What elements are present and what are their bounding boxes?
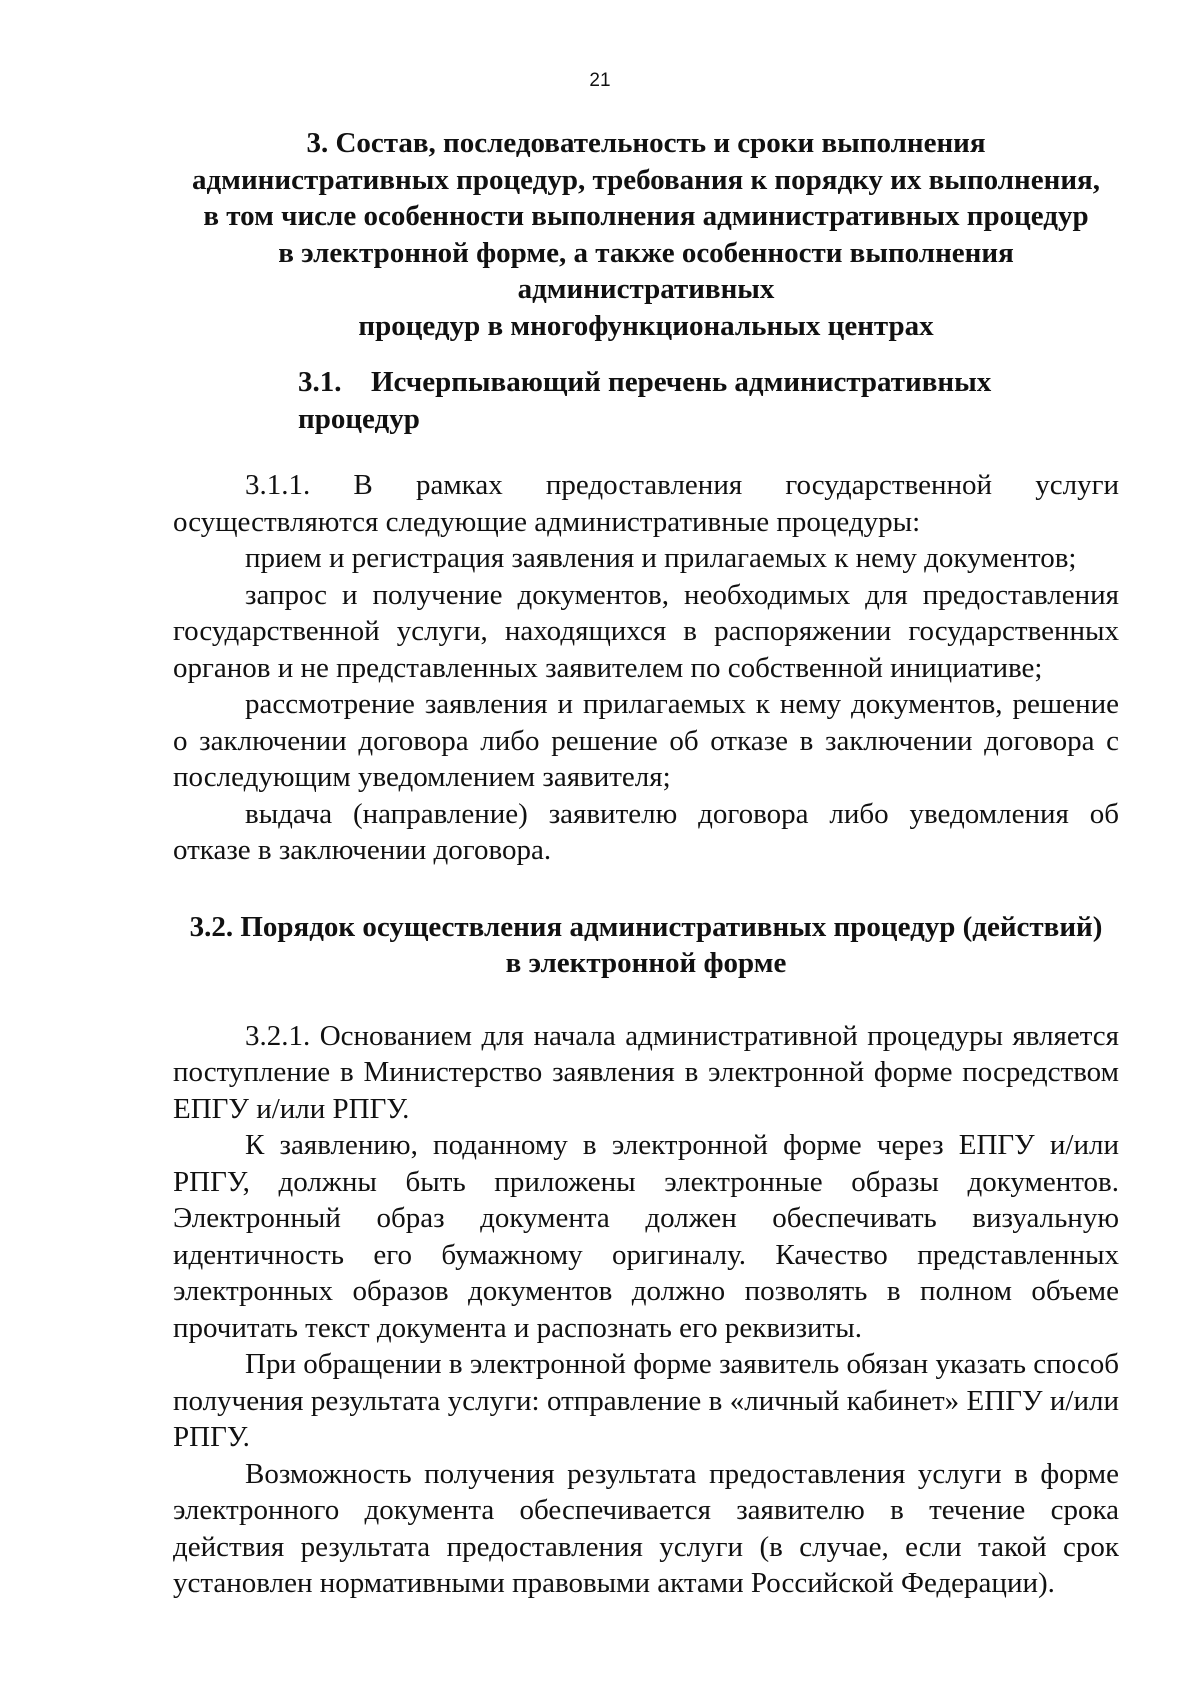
list-item-procedure: рассмотрение заявления и прилагаемых к нему документов, решение о заключении договора либо решение об отказе в заключении договора с последующим уведомлением заявителя; <box>173 688 1119 793</box>
spacer <box>173 869 1119 909</box>
paragraph-3-2-1: 3.2.1. Основанием для начала административной процедуры является поступление в Министерство заявления в электронной форме посредством ЕПГУ и/или РПГУ. <box>173 1019 1119 1125</box>
section-3-1-number: 3.1. <box>298 366 342 398</box>
page-number: 21 <box>589 70 611 91</box>
section-3-title-line: процедур в многофункциональных центрах <box>358 309 934 342</box>
section-3-2-title-line: в электронной форме <box>505 947 787 979</box>
section-3-1-title-text: Исчерпывающий перечень административных процедур <box>298 366 992 435</box>
paragraph-3-1-1: 3.1.1. В рамках предоставления государственной услуги осуществляются следующие административные процедуры: <box>173 469 1119 538</box>
section-3-1-title <box>173 364 1119 437</box>
section-3-title-line: в том числе особенности выполнения административных процедур <box>203 200 1089 232</box>
paragraph-electronic-result: Возможность получения результата предоставления услуги в форме электронного документа обеспечивается заявителю в течение срока действия результата предоставления услуги (в случае, если такой срок установлен нормативными правовыми актами Российской Федерации). <box>173 1457 1119 1599</box>
spacer <box>173 982 1119 1018</box>
list-item-procedure: прием и регистрация заявления и прилагаемых к нему документов; <box>245 542 1077 574</box>
section-3-2-title <box>173 909 1119 982</box>
section-3-2-title-line: 3.2. Порядок осуществления административных процедур (действий) <box>189 910 1103 943</box>
list-item-procedure: выдача (направление) заявителю договора либо уведомления об отказе в заключении договора. <box>173 797 1119 866</box>
section-3-title-line: в электронной форме, а также особенности выполнения административных <box>278 236 1014 305</box>
paragraph-result-method: При обращении в электронной форме заявитель обязан указать способ получения результата услуги: отправление в «личный кабинет» ЕПГУ и/или РПГУ. <box>173 1348 1119 1453</box>
section-3-title-line: административных процедур, требования к порядку их выполнения, <box>192 163 1100 196</box>
list-item-procedure: запрос и получение документов, необходимых для предоставления государственной услуги, находящихся в распоряжении государственных органов и не представленных заявителем по собственной инициативе; <box>173 578 1119 684</box>
spacer <box>173 344 1119 364</box>
paragraph-electronic-images: К заявлению, поданному в электронной форме через ЕПГУ и/или РПГУ, должны быть приложены электронные образы документов. Электронный образ документа должен обеспечивать визуальную идентичность его бумажному оригиналу. Качество представленных электронных образов документов должно позволять в полном объеме прочитать текст документа и распознать его реквизиты. <box>173 1129 1119 1344</box>
section-3-title-line: 3. Состав, последовательность и сроки выполнения <box>306 127 986 159</box>
document-body <box>173 125 1119 1602</box>
spacer <box>173 437 1119 467</box>
section-3-title <box>173 125 1119 344</box>
